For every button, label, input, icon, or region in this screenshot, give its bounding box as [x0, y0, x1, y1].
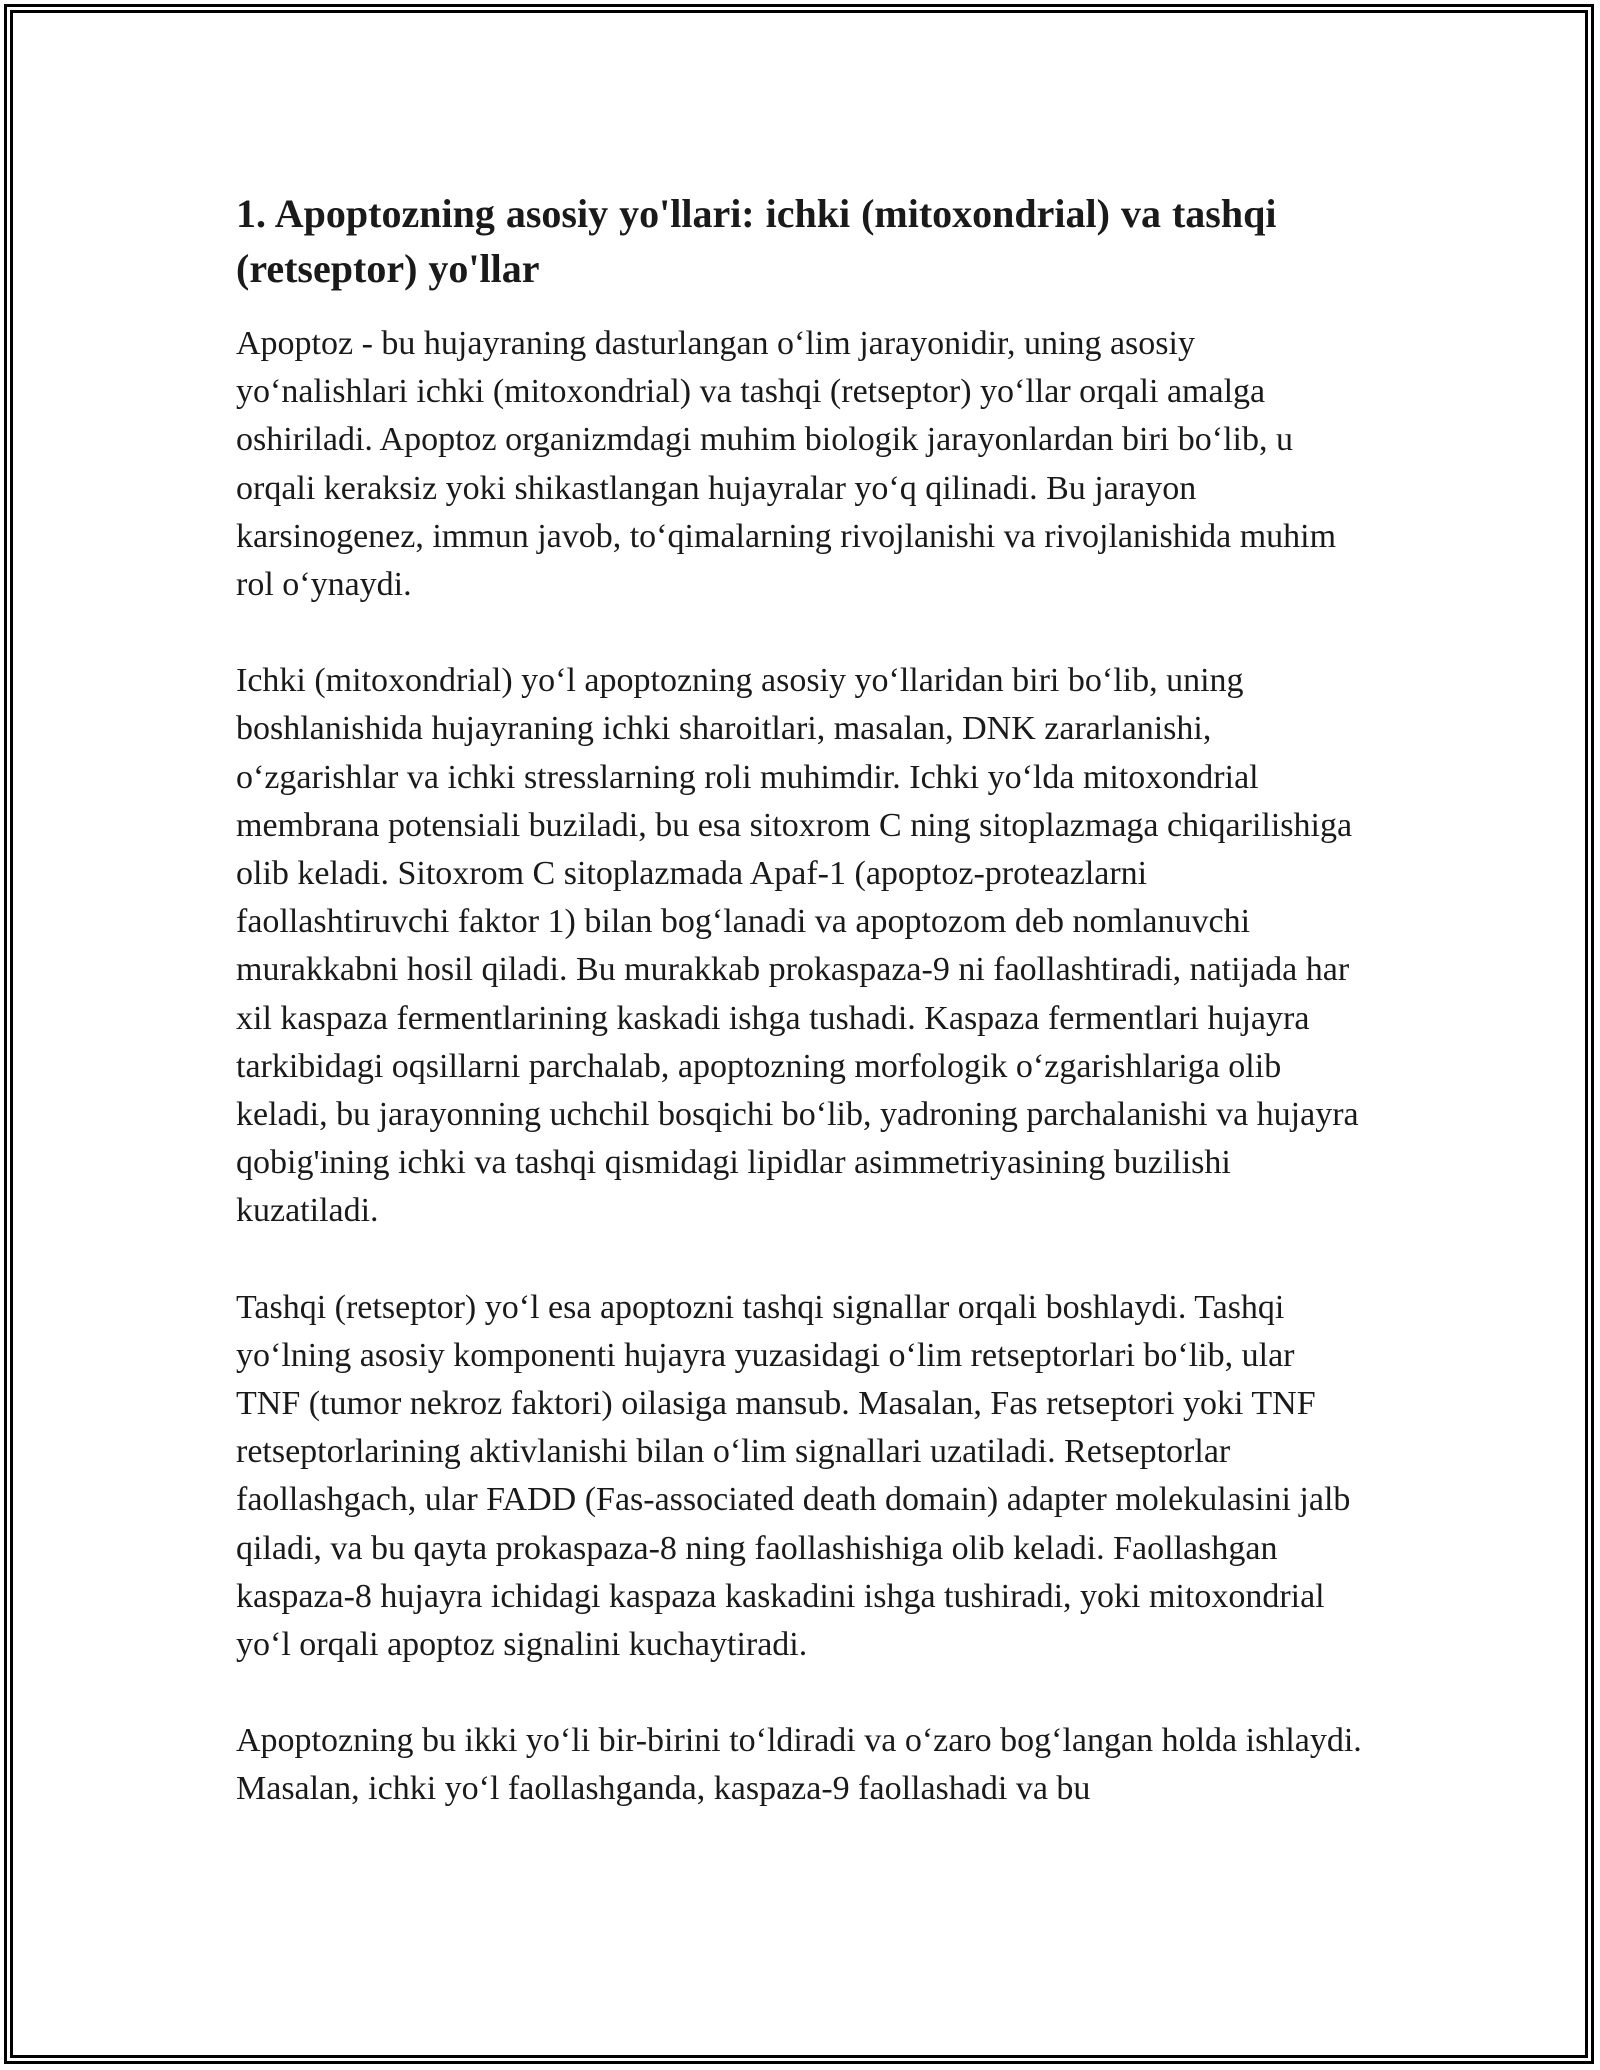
paragraph-intro: Apoptoz - bu hujayraning dasturlangan oʻlim jarayonidir, uning asosiy yoʻnalishlari ichki (mitoxondrial) va tashqi (retseptor) yoʻllar orqali amalga oshiriladi. Apoptoz organizmdagi muhim biologik jarayonlardan biri boʻlib, u orqali keraksiz yoki shikastlangan hujayralar yoʻq qilinadi. Bu jarayon karsinogenez, immun javob, toʻqimalarning rivojlanishi va rivojlanishida muhim rol oʻynaydi.	[236, 325, 1337, 604]
paragraph-intrinsic-pathway: Ichki (mitoxondrial) yoʻl apoptozning asosiy yoʻllaridan biri boʻlib, uning boshlanishida hujayraning ichki sharoitlari, masalan, DNK zararlanishi, oʻzgarishlar va ichki stresslarning roli muhimdir. Ichki yoʻlda mitoxondrial membrana potensiali buziladi, bu esa sitoxrom C ning sitoplazmaga chiqarilishiga olib keladi. Sitoxrom C sitoplazmada Apaf-1 (apoptoz-proteazlarni faollashtiruvchi faktor 1) bilan bogʻlanadi va apoptozom deb nomlanuvchi murakkabni hosil qiladi. Bu murakkab prokaspaza-9 ni faollashtiradi, natijada har xil kaspaza fermentlarining kaskadi ishga tushadi. Kaspaza fermentlari hujayra tarkibidagi oqsillarni parchalab, apoptozning morfologik oʻzgarishlariga olib keladi, bu jarayonning uchchil bosqichi boʻlib, yadroning parchalanishi va hujayra qobig'ining ichki va tashqi qismidagi lipidlar asimmetriyasining buzilishi kuzatiladi.	[236, 662, 1359, 1230]
document-body	[236, 186, 1366, 1814]
paragraph-extrinsic-pathway: Tashqi (retseptor) yoʻl esa apoptozni tashqi signallar orqali boshlaydi. Tashqi yoʻlning asosiy komponenti hujayra yuzasidagi oʻlim retseptorlari boʻlib, ular TNF (tumor nekroz faktori) oilasiga mansub. Masalan, Fas retseptori yoki TNF retseptorlarining aktivlanishi bilan oʻlim signallari uzatiladi. Retseptorlar faollashgach, ular FADD (Fas-associated death domain) adapter molekulasini jalb qiladi, va bu qayta prokaspaza-8 ning faollashishiga olib keladi. Faollashgan kaspaza-8 hujayra ichidagi kaspaza kaskadini ishga tushiradi, yoki mitoxondrial yoʻl orqali apoptoz signalini kuchaytiradi.	[236, 1288, 1351, 1664]
paragraph-pathway-interaction: Apoptozning bu ikki yoʻli bir-birini toʻldiradi va oʻzaro bogʻlangan holda ishlaydi. Masalan, ichki yoʻl faollashganda, kaspaza-9 faollashadi va bu	[236, 1722, 1362, 1808]
document-title: 1. Apoptozning asosiy yo'llari: ichki (mitoxondrial) va tashqi (retseptor) yo'llar	[236, 191, 1277, 291]
